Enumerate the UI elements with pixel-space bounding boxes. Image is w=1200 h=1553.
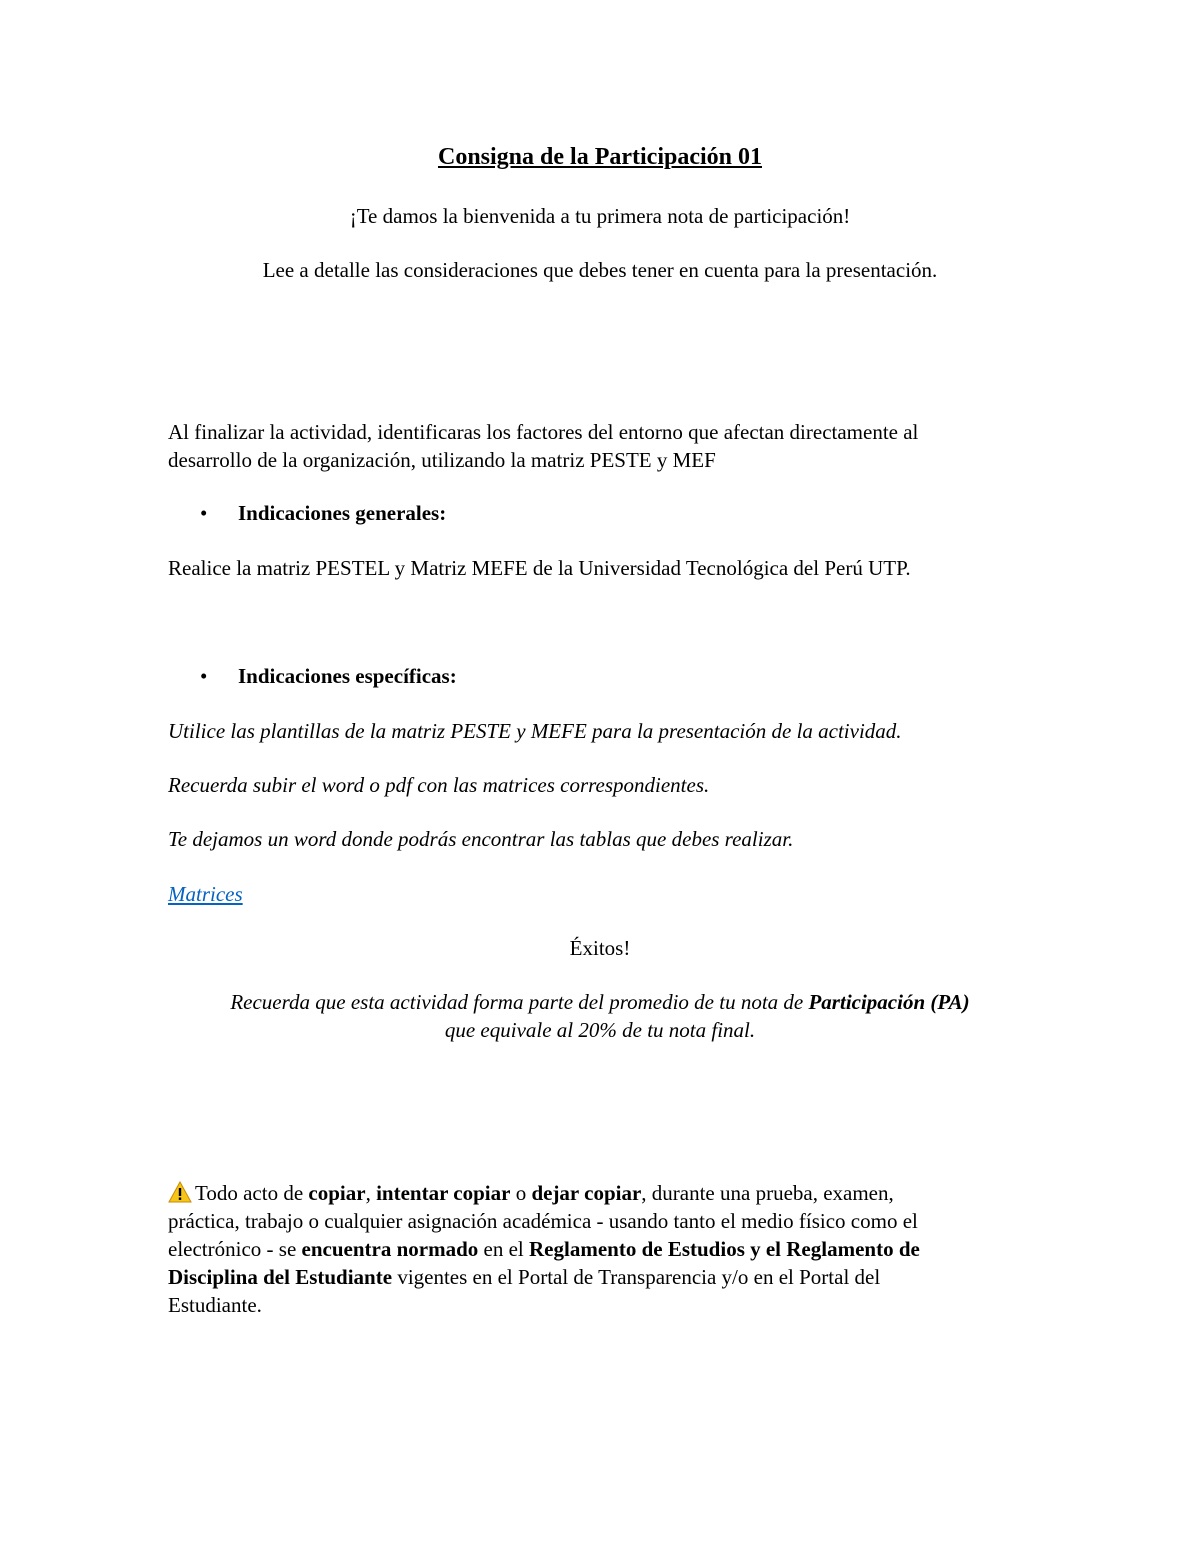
warning-text: , durante una prueba, examen,	[641, 1181, 894, 1205]
warning-line-3	[168, 1235, 920, 1263]
general-heading-label: Indicaciones generales:	[238, 501, 447, 525]
welcome-text: ¡Te damos la bienvenida a tu primera nota de participación!	[349, 204, 851, 228]
warning-text: electrónico - se	[168, 1237, 302, 1261]
reminder-bold: Participación (PA)	[808, 990, 970, 1014]
warning-text: Todo acto de	[195, 1181, 309, 1205]
specific-indications-heading	[200, 662, 457, 690]
page-title: Consigna de la Participación 01	[437, 144, 762, 170]
specific-line-2: Recuerda subir el word o pdf con las matrices correspondientes.	[168, 773, 710, 797]
warning-text: en el	[478, 1237, 530, 1261]
read-detail-text: Lee a detalle las consideraciones que debes tener en cuenta para la presentación.	[262, 258, 938, 282]
success-text: Éxitos!	[569, 936, 631, 960]
warning-bold-reglamento: Reglamento de Estudios y el Reglamento de	[529, 1237, 920, 1261]
reminder-line-1	[0, 988, 1200, 1016]
specific-line-1: Utilice las plantillas de la matriz PESTE y MEFE para la presentación de la actividad.	[168, 719, 902, 743]
objective-line-1: Al finalizar la actividad, identificaras los factores del entorno que afectan directamente al	[168, 420, 919, 444]
matrices-link-row	[168, 880, 243, 908]
warning-line-2: práctica, trabajo o cualquier asignación académica - usando tanto el medio físico como el	[168, 1209, 918, 1233]
warning-icon	[168, 1181, 192, 1203]
warning-bold-dejar: dejar copiar	[531, 1181, 642, 1205]
reminder-line-2: que equivale al 20% de tu nota final.	[444, 1018, 756, 1042]
warning-text: ,	[365, 1181, 377, 1205]
warning-bold-copiar: copiar	[308, 1181, 366, 1205]
warning-line-1	[168, 1179, 894, 1207]
general-indications-heading	[200, 499, 446, 527]
reminder-part-1: Recuerda que esta actividad forma parte del promedio de tu nota de	[230, 990, 809, 1014]
general-indications-text: Realice la matriz PESTEL y Matriz MEFE de la Universidad Tecnológica del Perú UTP.	[168, 556, 911, 580]
bullet-icon: •	[200, 664, 208, 688]
bullet-icon: •	[200, 501, 208, 525]
warning-bold-disciplina: Disciplina del Estudiante	[168, 1265, 393, 1289]
warning-line-4	[168, 1263, 880, 1291]
warning-bold-intentar: intentar copiar	[376, 1181, 511, 1205]
matrices-link[interactable]: Matrices	[168, 882, 243, 906]
specific-heading-label: Indicaciones específicas:	[238, 664, 457, 688]
warning-text: vigentes en el Portal de Transparencia y/o en el Portal del	[392, 1265, 881, 1289]
warning-text: o	[510, 1181, 532, 1205]
objective-line-2: desarrollo de la organización, utilizando la matriz PESTE y MEF	[168, 448, 716, 472]
warning-line-5: Estudiante.	[168, 1293, 262, 1317]
specific-line-3: Te dejamos un word donde podrás encontrar las tablas que debes realizar.	[168, 827, 794, 851]
warning-bold-normado: encuentra normado	[301, 1237, 479, 1261]
